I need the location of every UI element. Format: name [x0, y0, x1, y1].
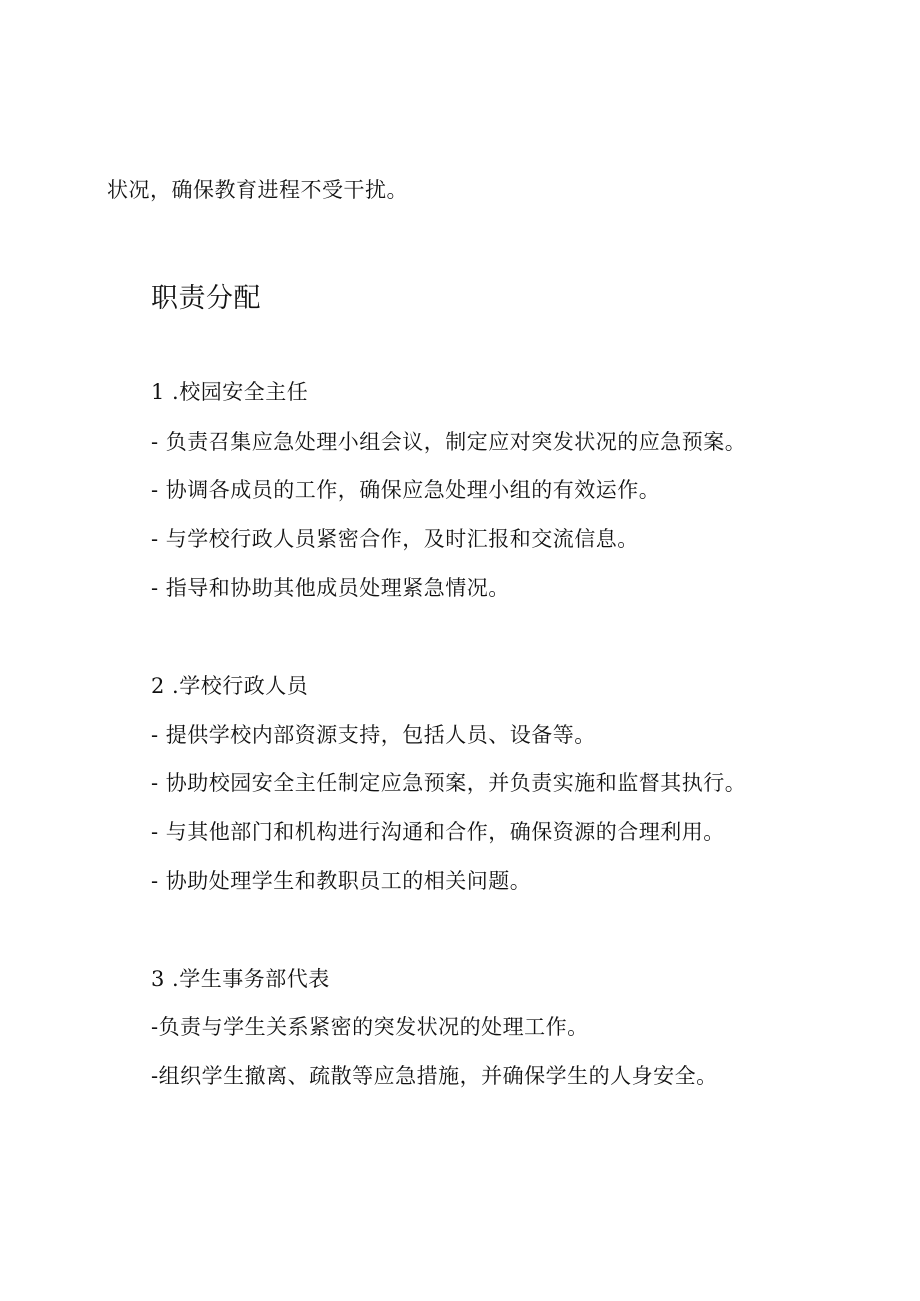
- duty-item: - 协调各成员的工作，确保应急处理小组的有效运作。: [151, 478, 661, 502]
- duty-item: - 负责召集应急处理小组会议，制定应对突发状况的应急预案。: [151, 430, 747, 454]
- duty-item: - 协助处理学生和教职员工的相关问题。: [151, 869, 532, 893]
- continuation-text: 状况，确保教育进程不受干扰。: [107, 178, 408, 202]
- duty-item: - 指导和协助其他成员处理紧急情况。: [151, 576, 510, 600]
- section-heading: 职责分配: [151, 283, 261, 314]
- duty-item: -组织学生撤离、疏散等应急措施，并确保学生的人身安全。: [151, 1064, 718, 1088]
- role-title-3: 3 .学生事务部代表: [151, 967, 330, 991]
- duty-item: -负责与学生关系紧密的突发状况的处理工作。: [151, 1015, 589, 1039]
- role-title-2: 2 .学校行政人员: [151, 674, 309, 698]
- duty-item: - 与其他部门和机构进行沟通和合作，确保资源的合理利用。: [151, 820, 725, 844]
- role-title-1: 1 .校园安全主任: [151, 380, 309, 404]
- duty-item: - 协助校园安全主任制定应急预案，并负责实施和监督其执行。: [151, 771, 747, 795]
- duty-item: - 与学校行政人员紧密合作，及时汇报和交流信息。: [151, 527, 639, 551]
- duty-item: - 提供学校内部资源支持，包括人员、设备等。: [151, 723, 596, 747]
